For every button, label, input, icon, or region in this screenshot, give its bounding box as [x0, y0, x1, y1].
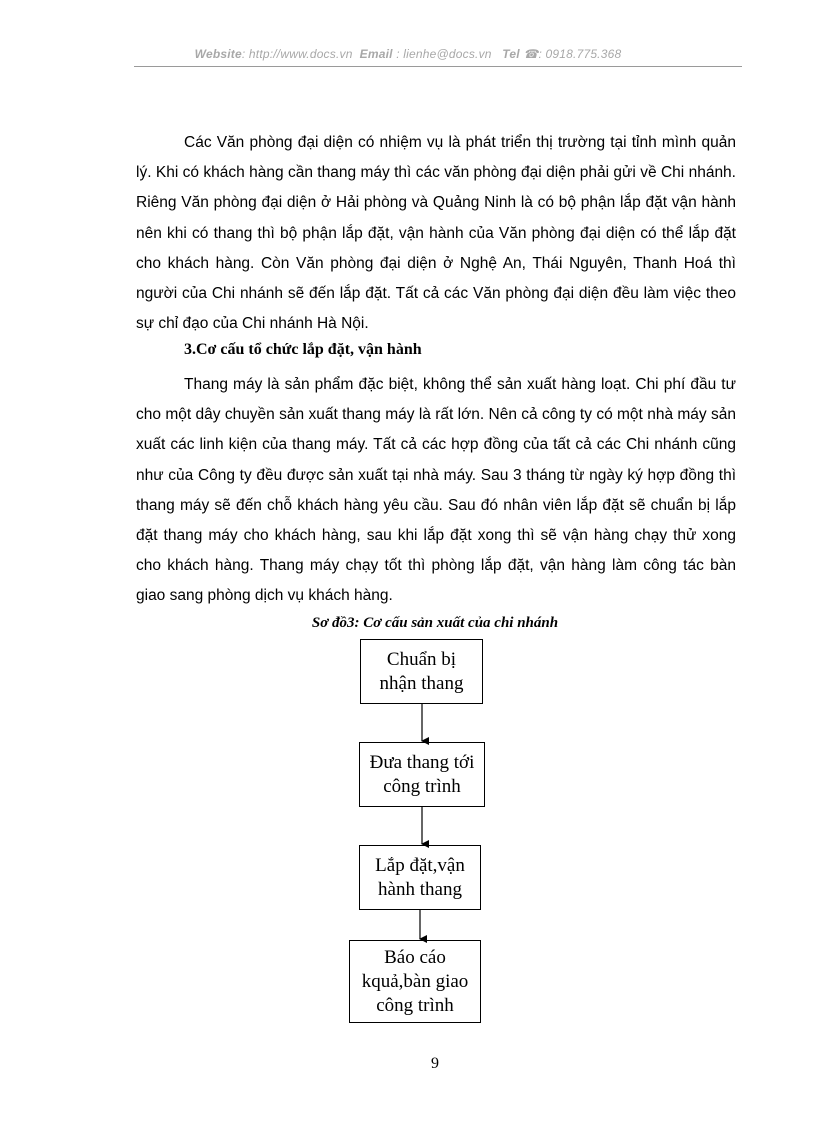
tel-label: Tel — [502, 47, 520, 61]
email-label: Email — [359, 47, 393, 61]
paragraph-representative-offices: Các Văn phòng đại diện có nhiệm vụ là phát triển thị trường tại tỉnh mình quản lý. Khi có khách hàng cần thang máy thì các văn phòng đại diện phải gửi về Chi nhánh. Riêng Văn phòng đại diện ở Hải phòng và Quảng Ninh là có bộ phận lắp đặt vận hành nên khi có thang thì bộ phận lắp đặt, vận hành của Văn phòng đại diện có thể lắp đặt cho khách hàng. Còn Văn phòng đại diện ở Nghệ An, Thái Nguyên, Thanh Hoá thì người của Chi nhánh sẽ đến lắp đặt. Tất cả các Văn phòng đại diện đều làm việc theo sự chỉ đạo của Chi nhánh Hà Nội. — [136, 134, 736, 333]
website-value: : http://www.docs.vn — [241, 47, 353, 61]
paragraph-installation-process: Thang máy là sản phẩm đặc biệt, không thể sản xuất hàng loạt. Chi phí đầu tư cho một dây chuyền sản xuất thang máy là rất lớn. Nên cả công ty có một nhà máy sản xuất các linh kiện của thang máy. Tất cả các hợp đồng của tất cả các Chi nhánh cũng như của Công ty đều được sản xuất tại nhà máy. Sau 3 tháng từ ngày ký hợp đồng thì thang máy sẽ đến chỗ khách hàng yêu cầu. Sau đó nhân viên lắp đặt sẽ chuẩn bị lắp đặt thang máy cho khách hàng, sau khi lắp đặt xong thì sẽ vận hàng chạy thử xong cho khách hàng. Thang máy chạy tốt thì phòng lắp đặt, vận hàng làm công tác bàn giao sang phòng dịch vụ khách hàng. — [136, 376, 736, 605]
diagram-caption: Sơ đồ3: Cơ cấu sản xuất của chi nhánh — [311, 615, 559, 631]
page-number: 9 — [431, 1055, 439, 1072]
phone-icon: ☎ — [523, 47, 539, 61]
flow-step-label: Lắp đặt,vận hành thang — [375, 854, 465, 900]
website-label: Website — [194, 47, 242, 61]
tel-value: : 0918.775.368 — [538, 47, 622, 61]
email-value: : lienhe@docs.vn — [396, 47, 492, 61]
flow-step-label: Chuẩn bị nhận thang — [379, 648, 464, 694]
flow-step-label: Đưa thang tới công trình — [369, 751, 475, 797]
section-heading: 3.Cơ cấu tổ chức lắp đặt, vận hành — [184, 341, 422, 358]
flow-step-label: Báo cáo kquả,bàn giao công trình — [361, 946, 469, 1016]
